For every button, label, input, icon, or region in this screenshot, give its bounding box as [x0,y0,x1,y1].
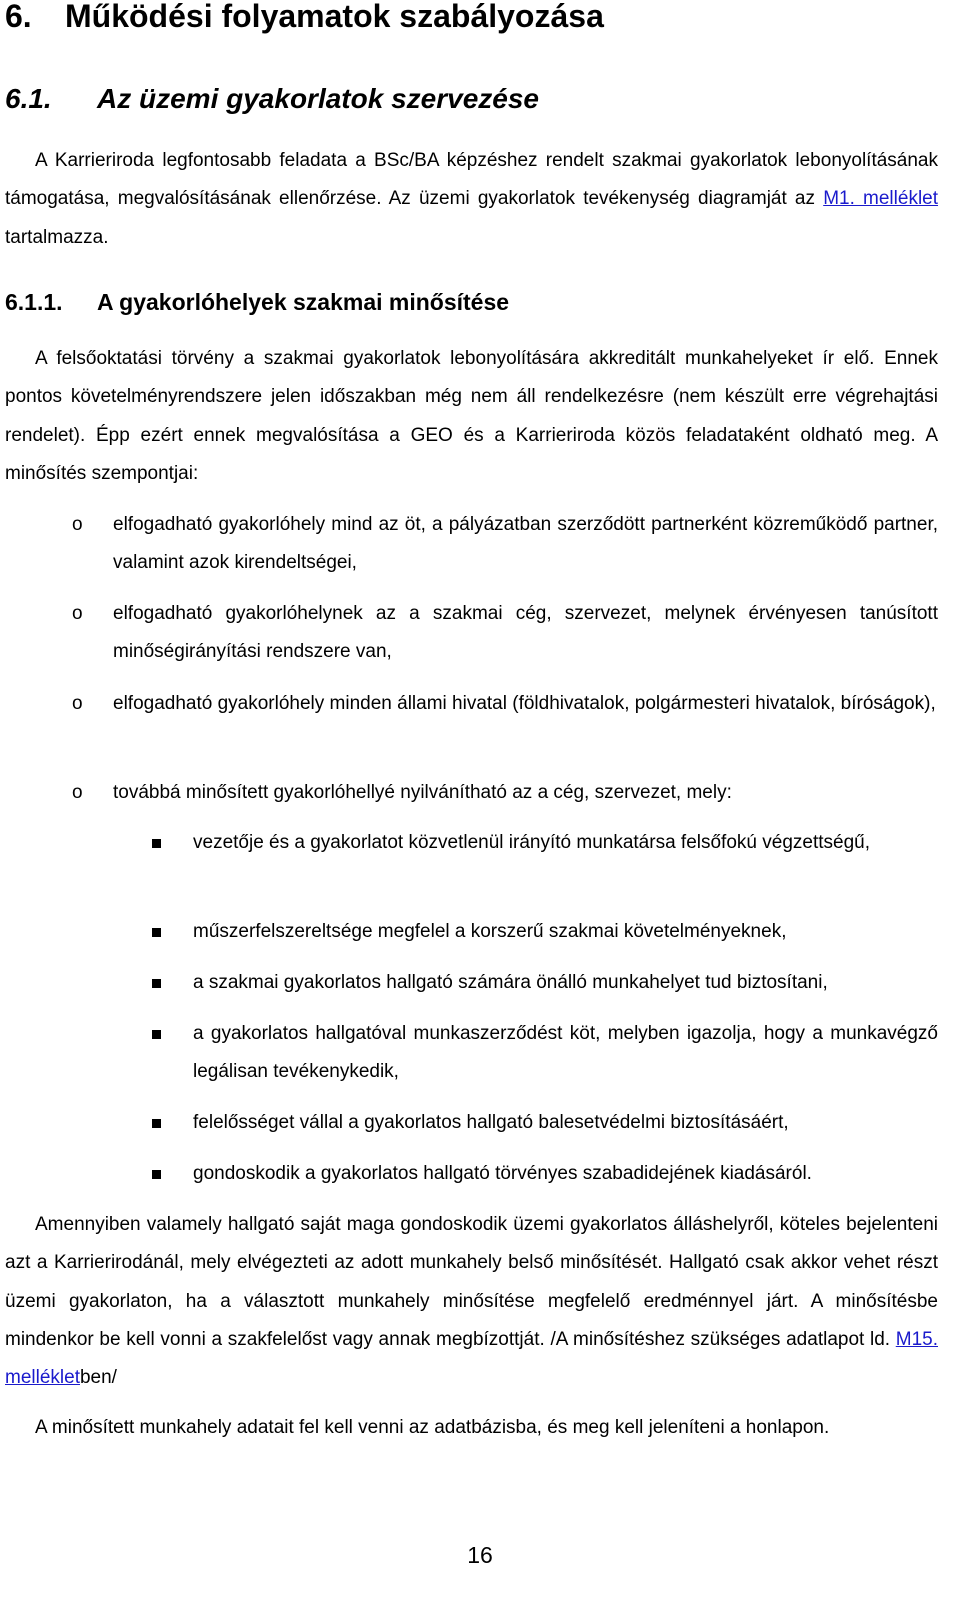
square-bullet-icon [152,839,161,848]
section-number: 6.1. [5,83,52,114]
sublist-item: vezetője és a gyakorlatot közvetlenül irányító munkatársa felsőfokú végzettségű, [193,832,870,853]
intro-text-end: tartalmazza. [5,226,109,248]
list-item: továbbá minősített gyakorlóhellyé nyilvánítható az a cég, szervezet, mely: [113,782,732,803]
self-arranged-paragraph [5,1206,938,1397]
subsection-title: A gyakorlóhelyek szakmai minősítése [97,289,510,315]
chapter-heading [5,0,604,40]
intro-text: A Karrieriroda legfontosabb feladata a BSc/BA képzéshez rendelt szakmai gyakorlatok lebonyolításának támogatása, megvalósításának ellenőrzése. Az üzemi gyakorlatok tevékenység diagramját az [5,150,938,210]
law-paragraph [5,340,938,493]
appendix-m1-link[interactable]: M1. melléklet [823,188,939,210]
sublist-item: a gyakorlatos hallgatóval munkaszerződést köt, melyben igazolja, hogy a munkavégző legálisan tevékenykedik, [193,1023,938,1083]
section-title: Az üzemi gyakorlatok szervezése [97,83,539,114]
sublist-item: műszerfelszereltsége megfelel a korszerű szakmai követelményeknek, [193,921,787,942]
law-text: A felsőoktatási törvény a szakmai gyakorlatok lebonyolítására akkreditált munkahelyeket ír elő. Ennek pontos követelményrendszere jelen időszakban még nem áll rendelkezésre (nem készült erre végrehajtási rendelet). Épp ezért ennek megvalósítása a GEO és a Karrieriroda közös feladataként oldható meg. A minősítés szempontjai: [5,348,938,484]
list-item: elfogadható gyakorlóhelynek az a szakmai cég, szervezet, melynek érvényesen tanúsított minőségirányítási rendszere van, [113,603,938,663]
page-number: 16 [467,1542,493,1568]
sublist-item: a szakmai gyakorlatos hallgató számára önálló munkahelyet tud biztosítani, [193,972,828,993]
chapter-title: Működési folyamatok szabályozása [65,0,604,34]
square-bullet-icon [152,1170,161,1179]
self-arranged-text-end: ben/ [79,1367,117,1389]
subsection-heading [5,284,509,320]
list-bullet: o [72,514,83,535]
list-item: elfogadható gyakorlóhely minden állami hivatal (földhivatalok, polgármesteri hivatalok, bíróságok), [113,693,936,714]
list-bullet: o [72,693,83,714]
square-bullet-icon [152,928,161,937]
sublist-item: gondoskodik a gyakorlatos hallgató törvényes szabadidejének kiadásáról. [193,1163,812,1184]
list-bullet: o [72,603,83,624]
chapter-number: 6. [5,0,32,34]
appendix-m15-link[interactable]: M15. melléklet [5,1328,938,1389]
list-item: elfogadható gyakorlóhely mind az öt, a pályázatban szerződött partnerként közreműködő partner, valamint azok kirendeltségei, [113,514,938,574]
list-bullet: o [72,782,83,803]
intro-paragraph [5,142,938,257]
section-heading [5,77,539,121]
square-bullet-icon [152,1030,161,1039]
database-text: A minősített munkahely adatait fel kell venni az adatbázisba, és meg kell jeleníteni a honlapon. [35,1417,830,1438]
square-bullet-icon [152,979,161,988]
square-bullet-icon [152,1119,161,1128]
sublist-item: felelősséget vállal a gyakorlatos hallgató balesetvédelmi biztosításáért, [193,1112,789,1133]
database-paragraph [5,1409,938,1447]
self-arranged-text: Amennyiben valamely hallgató saját maga gondoskodik üzemi gyakorlatos álláshelyről, köteles bejelenteni azt a Karrierirodánál, mely elvégezteti az adott munkahely belső minősítését. Hallgató csak akkor vehet részt üzemi gyakorlaton, ha a választott munkahely minősítése megfelelő eredménnyel járt. A minősítésbe mindenkor be kell vonni a szakfelelőst vagy annak megbízottját. /A minősítéshez szükséges adatlapot ld. [5,1214,938,1350]
subsection-number: 6.1.1. [5,289,63,315]
